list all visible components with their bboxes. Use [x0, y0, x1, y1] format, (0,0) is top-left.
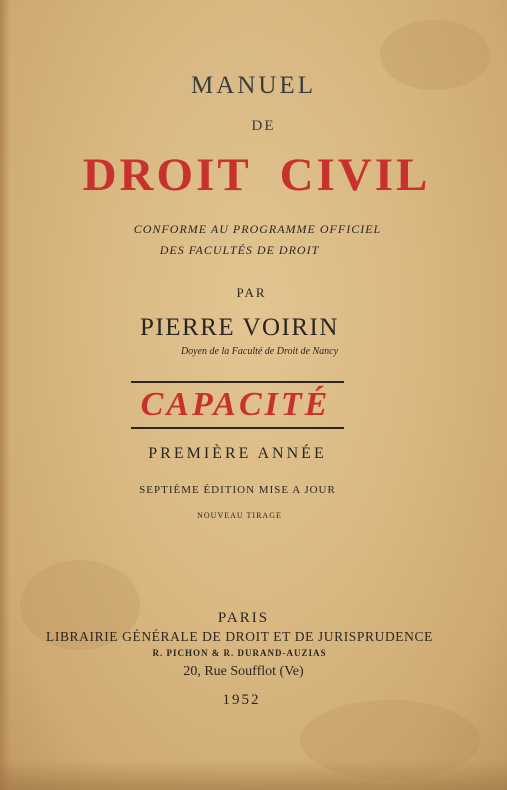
- author-role: Doyen de la Faculté de Droit de Nancy: [180, 346, 339, 357]
- publisher-name: LIBRAIRIE GÉNÉRALE DE DROIT ET DE JURISPRUDENCE: [46, 629, 433, 644]
- par-label: PAR: [236, 285, 267, 300]
- divider-bottom: [131, 427, 344, 429]
- subject-title: CAPACITÉ: [140, 386, 331, 423]
- publisher-address: 20, Rue Soufflot (Ve): [183, 664, 304, 679]
- book-title: DROIT CIVIL: [82, 149, 431, 201]
- conforme-line-2: DES FACULTÉS DE DROIT: [159, 243, 320, 257]
- paper-stain: [300, 700, 480, 780]
- tirage-note: NOUVEAU TIRAGE: [197, 511, 282, 520]
- de-connector: DE: [251, 118, 276, 134]
- publication-year: 1952: [222, 692, 261, 708]
- manuel-heading: MANUEL: [191, 72, 316, 99]
- publisher-city: PARIS: [217, 610, 270, 626]
- conforme-line-1: CONFORME AU PROGRAMME OFFICIEL: [133, 222, 382, 236]
- author-name: PIERRE VOIRIN: [140, 314, 339, 341]
- divider-top: [131, 381, 344, 383]
- publisher-names: R. PICHON & R. DURAND-AUZIAS: [152, 648, 327, 658]
- year-level: PREMIÈRE ANNÉE: [148, 445, 327, 462]
- edition-note: SEPTIÈME ÉDITION MISE A JOUR: [139, 484, 336, 496]
